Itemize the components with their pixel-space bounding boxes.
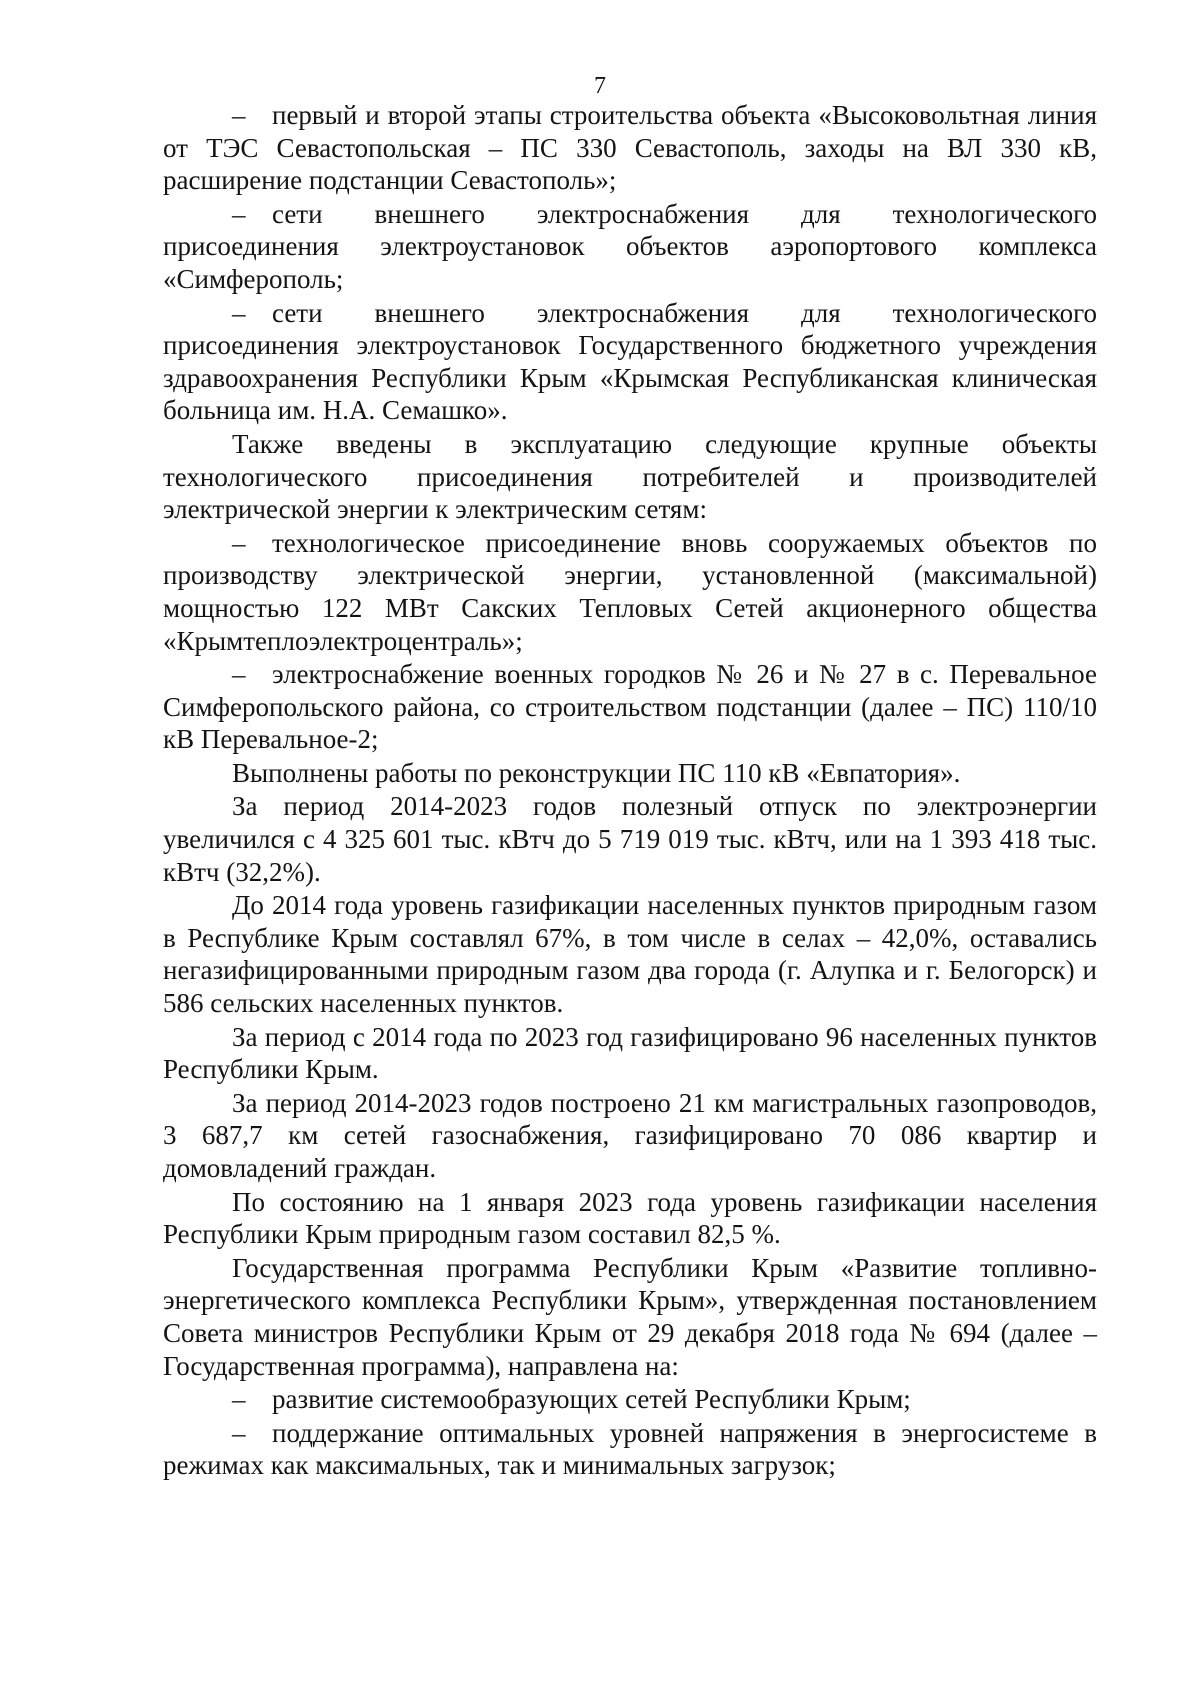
bullet-item: [163, 1383, 1097, 1416]
dash-marker: –: [232, 1417, 246, 1448]
paragraph: По состоянию на 1 января 2023 года уровень газификации населения Республики Крым природным газом составил 82,5 %.: [163, 1186, 1097, 1250]
paragraph-text: поддержание оптимальных уровней напряжения в энергосистеме в режимах как максимальных, так и минимальных загрузок;: [163, 1417, 1097, 1481]
paragraph: Государственная программа Республики Крым «Развитие топливно-энергетического комплекса Республики Крым», утвержденная постановлением Совета министров Республики Крым от 29 декабря 2018 года № 694 (далее – Государственная программа), направлена на:: [163, 1252, 1097, 1381]
dash-marker: –: [232, 198, 246, 229]
dash-marker: –: [232, 100, 246, 130]
paragraph: За период 2014-2023 годов построено 21 км магистральных газопроводов, 3 687,7 км сетей газоснабжения, газифицировано 70 086 квартир и домовладений граждан.: [163, 1087, 1097, 1183]
dash-marker: –: [232, 659, 246, 690]
document-body: [163, 99, 1097, 1483]
dash-marker: –: [232, 1384, 246, 1415]
paragraph: За период с 2014 года по 2023 год газифицировано 96 населенных пунктов Республики Крым.: [163, 1021, 1097, 1085]
paragraph-text: первый и второй этапы строительства объекта «Высоковольтная линия от ТЭС Севастопольская – ПС 330 Севастополь, заходы на ВЛ 330 кВ, расширение подстанции Севастополь»;: [163, 100, 1097, 196]
dash-marker: –: [232, 297, 246, 328]
dash-marker: –: [232, 527, 246, 558]
paragraph-text: развитие системообразующих сетей Республики Крым;: [272, 1384, 911, 1415]
paragraph: За период 2014-2023 годов полезный отпуск по электроэнергии увеличился с 4 325 601 тыс. кВтч до 5 719 019 тыс. кВтч, или на 1 393 418 тыс. кВтч (32,2%).: [163, 791, 1097, 887]
bullet-item: [163, 99, 1097, 197]
paragraph-text: сети внешнего электроснабжения для технологического присоединения электроустановок объектов аэропортового комплекса «Симферополь;: [163, 198, 1097, 294]
bullet-item: [163, 297, 1097, 427]
bullet-item: [163, 1417, 1097, 1482]
paragraph: Также введены в эксплуатацию следующие крупные объекты технологического присоединения потребителей и производителей электрической энергии к электрическим сетям:: [163, 428, 1097, 525]
page-number: 7: [594, 73, 606, 99]
bullet-item: [163, 658, 1097, 756]
paragraph-text: электроснабжение военных городков № 26 и № 27 в с. Перевальное Симферопольского района, со строительством подстанции (далее – ПС) 110/10 кВ Перевальное-2;: [163, 659, 1097, 755]
paragraph: До 2014 года уровень газификации населенных пунктов природным газом в Республике Крым составлял 67%, в том числе в селах – 42,0%, оставались негазифицированными природным газом два города (г. Алупка и г. Белогорск) и 586 сельских населенных пунктов.: [163, 890, 1097, 1019]
paragraph-text: сети внешнего электроснабжения для технологического присоединения электроустановок Государственного бюджетного учреждения здравоохранения Республики Крым «Крымская Республиканская клиническая больница им. Н.А. Семашко».: [163, 297, 1097, 426]
bullet-item: [163, 527, 1097, 657]
bullet-item: [163, 198, 1097, 296]
paragraph: Выполнены работы по реконструкции ПС 110 кВ «Евпатория».: [232, 757, 961, 788]
paragraph-text: технологическое присоединение вновь сооружаемых объектов по производству электрической энергии, установленной (максимальной) мощностью 122 МВт Сакских Тепловых Сетей акционерного общества «Крымтеплоэлектроцентраль»;: [163, 527, 1097, 656]
